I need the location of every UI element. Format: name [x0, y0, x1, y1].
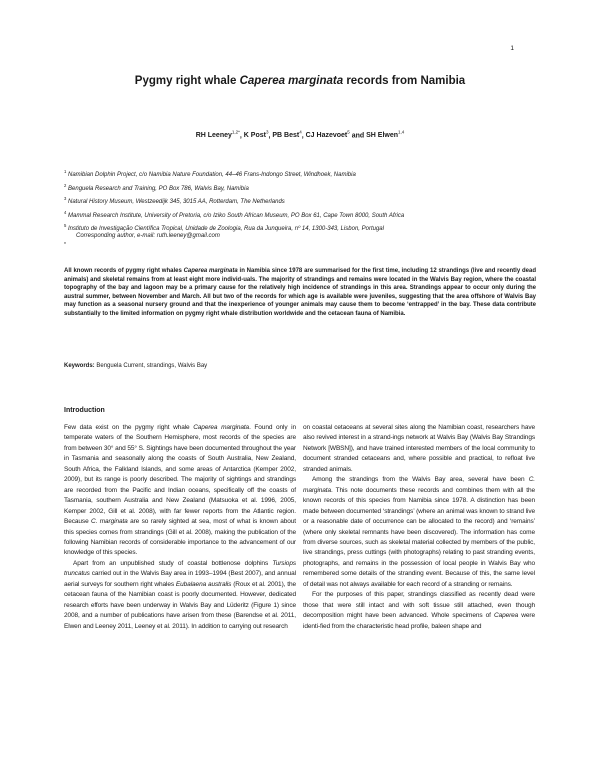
body-column-left: [64, 423, 296, 632]
title-suffix: records from Namibia: [343, 75, 466, 87]
affiliation: $^4$ Mammal Research Institute, University of Pretoria, c/o Iziko South African Museum, PO Box 61, Cape Town 8000, South Africa: [64, 209, 405, 219]
affiliation: $^5$ Instituto de Investigação Científica Tropical, Unidade de Zoologia, Rua da Junqueira, nº 14, 1300-343, Lisbon, Portugal: [64, 223, 384, 232]
affiliation: $^3$ Natural History Museum, Westzeedijk 345, 3015 AA, Rotterdam, The Netherlands: [64, 196, 285, 205]
author: RH Leeney$^{1,2*}$: [195, 130, 240, 140]
body-column-right: [303, 423, 535, 632]
paragraph: Among the strandings from the Walvis Bay area, several have been C. marginata. This note documents these records and combines them with all the known records of this species from Namibia since 1978. A distinction has been made between documented ‘strandings’ (where an animal was known to strand live or a reasonable date of occurrence can be allocated to the record) and ‘remains’ (where only skeletal remnants have been discovered). The information has come from diverse sources, such as skeletal material collected by members of the public, live strandings, press cuttings (with photographs) relating to past stranding events, photographs, and remains in the possession of local people in Walvis Bay who remembered some details of the stranding event. Because of this, the same level of detail was not always available for each record of a stranding or remains.: [303, 476, 535, 588]
paragraph: on coastal cetaceans at several sites along the Namibian coast, researchers have also revived interest in a strand-ings network at Walvis Bay (Walvis Bay Strandings Network [WBSN]), and have trained interested members of the local community to document stranded cetaceans and, where possible and practical, to refloat live stranded animals.: [303, 424, 535, 473]
title-prefix: Pygmy right whale: [134, 75, 240, 87]
paragraph: Few data exist on the pygmy right whale Caperea marginata. Found only in temperate waters of the Southern Hemisphere, most records of the species are from between 30° and 55° S. Sightings have been documented throughout the year in Tasmania and seasonally along the coasts of South Australia, New Zealand, South Africa, the Falkland Islands, and some areas of Antarctica (Kemper 2002, 2009), but its range is poorly described. The majority of sightings and strandings are recorded from the Pacific and Indian oceans, specifically off the coasts of Tasmania, southern Australia and New Zealand (Matsuoka et al. 1996, 2005, Kemper 2002, Gill et al. 2008), with far fewer reports from the Atlantic region. Because C. marginata are so rarely sighted at sea, most of what is known about this species comes from strandings (Gill et al. 2008), making the publication of the following Namibian records of considerable importance to the advancement of our knowledge of this species.: [64, 424, 296, 557]
keywords: [64, 363, 207, 369]
section-heading-introduction: Introduction: [64, 407, 105, 414]
author-list: RH Leeney$^{1,2*}$, K Post$^3$, PB Best$^4$, CJ Hazevoet$^5$ and SH Elwen$^{1,4}$: [195, 130, 405, 140]
paper-title: [0, 75, 600, 87]
abstract: All known records of pygmy right whales Caperea marginata in Namibia since 1978 are summarised for the first time, including 12 strandings (live and recently dead animals) and skeletal remains from at least eight more individ-uals. The majority of strandings and remains were located in the Walvis Bay region, where the coastal topography of the bay and lagoon may be a primary cause for the relatively high incidence of strandings in this area. Strandings appear to occur only during the austral summer, between November and March. All but two of the records for which age is available were juveniles, suggesting that the area offshore of Walvis Bay may function as a seasonal nursery ground and that the inexperience of younger animals may cause them to become ‘entrapped’ in the bay. These data contribute substantially to the limited information on pygmy right whale distribution worldwide and the cetacean fauna of Namibia.: [64, 268, 536, 317]
paragraph: Apart from an unpublished study of coastal bottlenose dolphins Tursiops truncatus carried out in the Walvis Bay area in 1993–1994 (Best 2007), and annual aerial surveys for southern right whales Eubalaena australis (Roux et al. 2001), the cetacean fauna of the Namibian coast is poorly documented. However, dedicated research efforts have been underway in Walvis Bay and Lüderitz (Figure 1) since 2008, and a number of publications have arisen from these (Barendse et al. 2011, Elwen and Leeney 2011, Leeney et al. 2011). In addition to carrying out research: [64, 559, 296, 630]
author: CJ Hazevoet$^5$: [305, 130, 350, 140]
paragraph: For the purposes of this paper, strandings classified as recently dead were those that were still intact and with soft tissue still attached, even though decomposition might have been advanced. Whole specimens of Caperea were identi-fied from the characteristic head profile, baleen shape and: [303, 591, 535, 630]
corresponding-author: Corresponding author, e-mail: ruth.leeney@gmail.com: [76, 233, 220, 239]
keywords-label: Keywords:: [64, 363, 95, 369]
affiliation: $^2$ Benguela Research and Training, PO Box 786, Walvis Bay, Namibia: [64, 182, 249, 192]
title-species: Caperea marginata: [239, 75, 344, 87]
keywords-text: Benguela Current, strandings, Walvis Bay: [94, 363, 208, 369]
affiliations: [64, 167, 544, 235]
author: K Post$^3$: [243, 130, 269, 140]
author: SH Elwen$^{1,4}$: [366, 130, 405, 140]
footnote-star: *: [64, 242, 66, 248]
page-number: 1: [510, 45, 514, 52]
author: PB Best$^4$: [272, 130, 302, 140]
affiliation: $^1$ Namibian Dolphin Project, c/o Namibia Nature Foundation, 44–46 Frans-Indongo Street, Windhoek, Namibia: [64, 169, 356, 178]
